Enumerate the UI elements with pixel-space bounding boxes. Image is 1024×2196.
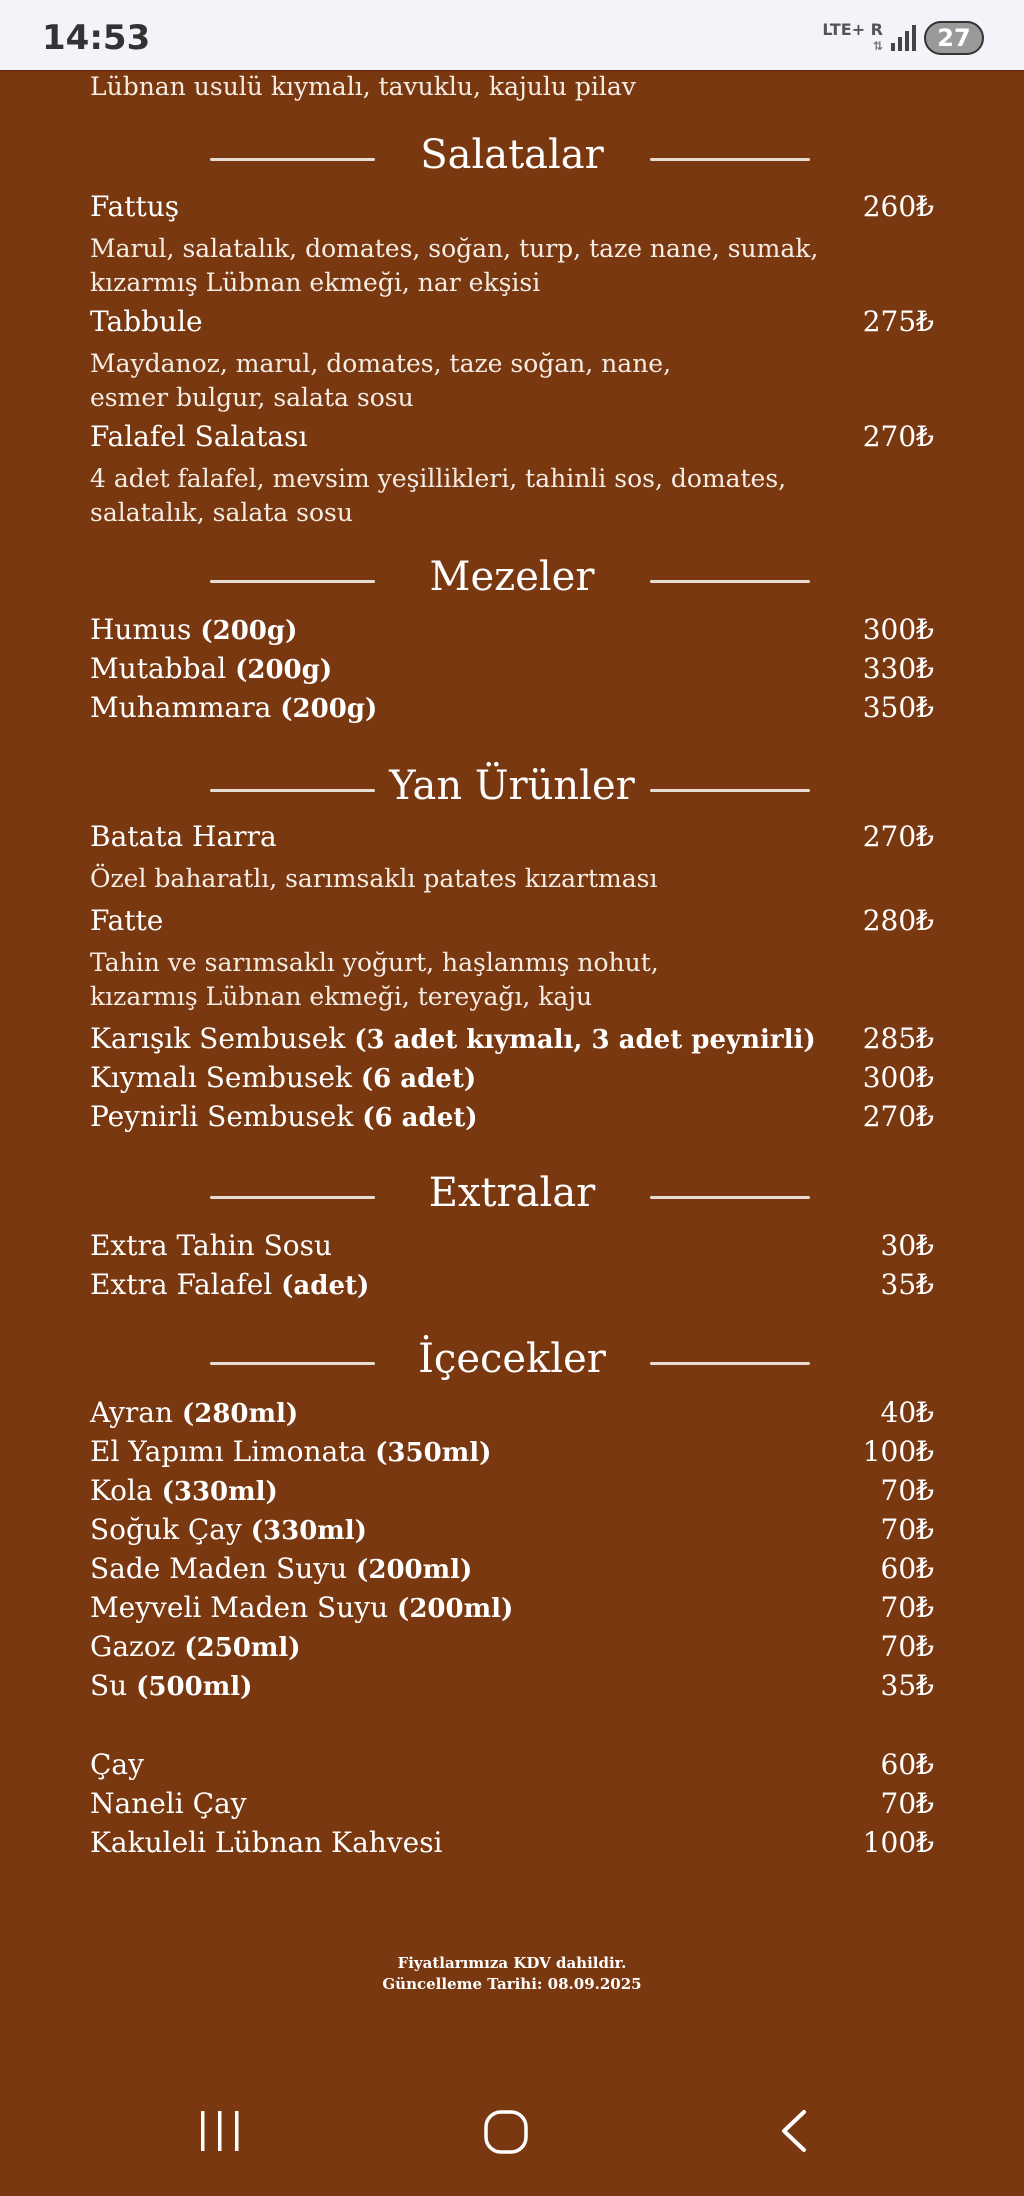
heading-rule	[210, 580, 375, 583]
heading-rule	[650, 580, 810, 583]
item-price: 35₺	[880, 1268, 934, 1301]
item-name: Su (500ml)	[90, 1669, 253, 1702]
desc-line: kızarmış Lübnan ekmeği, nar ekşisi	[90, 268, 541, 297]
item-name: Falafel Salatası	[90, 420, 308, 453]
heading-rule	[210, 789, 375, 792]
status-time: 14:53	[42, 18, 151, 58]
item-price: 260₺	[862, 190, 934, 223]
heading-rule	[650, 1196, 810, 1199]
desc-line: kızarmış Lübnan ekmeği, tereyağı, kaju	[90, 982, 593, 1011]
item-name: Muhammara (200g)	[90, 691, 378, 724]
item-name: Extra Tahin Sosu	[90, 1229, 333, 1262]
item-price: 60₺	[880, 1552, 934, 1585]
navigation-bar	[0, 2090, 1024, 2176]
item-price: 35₺	[880, 1669, 934, 1702]
status-bar	[0, 0, 1024, 70]
heading-rule	[650, 158, 810, 161]
item-name: Humus (200g)	[90, 613, 298, 646]
desc-line: Maydanoz, marul, domates, taze soğan, nane,	[90, 349, 672, 378]
footer-vat-note: Fiyatlarımıza KDV dahildir.	[397, 1954, 627, 1972]
item-name: Batata Harra	[90, 820, 277, 853]
item-price: 40₺	[880, 1396, 934, 1429]
signal-icon	[891, 25, 916, 51]
battery-icon	[924, 21, 984, 55]
home-icon	[482, 2106, 530, 2156]
item-description: Lübnan usulü kıymalı, tavuklu, kajulu pilav	[90, 72, 636, 101]
section-heading-mezeler	[0, 554, 1024, 600]
item-name: Gazoz (250ml)	[90, 1630, 301, 1663]
desc-line: Marul, salatalık, domates, soğan, turp, taze nane, sumak,	[90, 234, 819, 263]
section-title: Extralar	[428, 1170, 596, 1216]
item-name: Mutabbal (200g)	[90, 652, 333, 685]
desc-line: Tahin ve sarımsaklı yoğurt, haşlanmış nohut,	[90, 948, 659, 977]
item-price: 330₺	[862, 652, 934, 685]
desc-line: salatalık, salata sosu	[90, 498, 353, 527]
item-name: Çay	[90, 1748, 144, 1781]
item-price: 270₺	[862, 1100, 934, 1133]
item-name: Kakuleli Lübnan Kahvesi	[90, 1826, 443, 1859]
back-chevron-icon	[776, 2106, 812, 2156]
item-price: 70₺	[880, 1513, 934, 1546]
item-price: 280₺	[862, 904, 934, 937]
item-price: 70₺	[880, 1474, 934, 1507]
heading-rule	[650, 1362, 810, 1365]
battery-level: 27	[937, 24, 971, 52]
item-name: Extra Falafel (adet)	[90, 1268, 370, 1301]
item-price: 100₺	[862, 1826, 934, 1859]
network-indicator	[822, 22, 883, 54]
item-price: 70₺	[880, 1630, 934, 1663]
back-button[interactable]	[776, 2106, 812, 2160]
item-price: 275₺	[862, 305, 934, 338]
item-name: Fattuş	[90, 190, 180, 223]
heading-rule	[650, 789, 810, 792]
item-description	[90, 462, 850, 530]
item-price: 30₺	[880, 1229, 934, 1262]
heading-rule	[210, 1196, 375, 1199]
item-price: 300₺	[862, 613, 934, 646]
desc-line: Özel baharatlı, sarımsaklı patates kızartması	[90, 864, 658, 893]
item-price: 270₺	[862, 420, 934, 453]
section-title: Yan Ürünler	[389, 763, 635, 809]
section-title: Salatalar	[420, 132, 604, 178]
menu-footer	[0, 1953, 1024, 1995]
item-name: Peynirli Sembusek (6 adet)	[90, 1100, 478, 1133]
section-heading-yan-urunler	[0, 763, 1024, 809]
section-title: İçecekler	[418, 1336, 606, 1382]
item-name: Fatte	[90, 904, 164, 937]
item-price: 300₺	[862, 1061, 934, 1094]
data-arrows-icon: ⇅	[872, 39, 883, 53]
item-name: Naneli Çay	[90, 1787, 247, 1820]
item-name: Kola (330ml)	[90, 1474, 278, 1507]
home-button[interactable]	[482, 2106, 530, 2160]
section-heading-icecekler	[0, 1336, 1024, 1382]
item-name: Sade Maden Suyu (200ml)	[90, 1552, 473, 1585]
item-name: Karışık Sembusek (3 adet kıymalı, 3 adet peynirli)	[90, 1022, 816, 1055]
network-label: LTE+ R	[822, 20, 883, 39]
item-name: El Yapımı Limonata (350ml)	[90, 1435, 492, 1468]
section-title: Mezeler	[429, 554, 595, 600]
item-price: 270₺	[862, 820, 934, 853]
section-heading-extralar	[0, 1170, 1024, 1216]
desc-line: 4 adet falafel, mevsim yeşillikleri, tahinli sos, domates,	[90, 464, 787, 493]
item-description	[90, 862, 850, 896]
item-price: 285₺	[862, 1022, 934, 1055]
item-price: 70₺	[880, 1591, 934, 1624]
item-price: 70₺	[880, 1787, 934, 1820]
item-name: Soğuk Çay (330ml)	[90, 1513, 367, 1546]
recent-apps-icon	[198, 2106, 242, 2156]
heading-rule	[210, 158, 375, 161]
item-price: 350₺	[862, 691, 934, 724]
item-description	[90, 946, 850, 1014]
section-heading-salatalar	[0, 132, 1024, 178]
item-name: Ayran (280ml)	[90, 1396, 299, 1429]
item-description	[90, 347, 850, 415]
heading-rule	[210, 1362, 375, 1365]
item-name: Meyveli Maden Suyu (200ml)	[90, 1591, 514, 1624]
item-price: 100₺	[862, 1435, 934, 1468]
status-icons	[822, 18, 984, 58]
recent-apps-button[interactable]	[198, 2106, 242, 2160]
item-price: 60₺	[880, 1748, 934, 1781]
item-name: Kıymalı Sembusek (6 adet)	[90, 1061, 477, 1094]
footer-update-date: Güncelleme Tarihi: 08.09.2025	[382, 1975, 642, 1993]
item-name: Tabbule	[90, 305, 203, 338]
item-description	[90, 232, 850, 300]
desc-line: esmer bulgur, salata sosu	[90, 383, 414, 412]
